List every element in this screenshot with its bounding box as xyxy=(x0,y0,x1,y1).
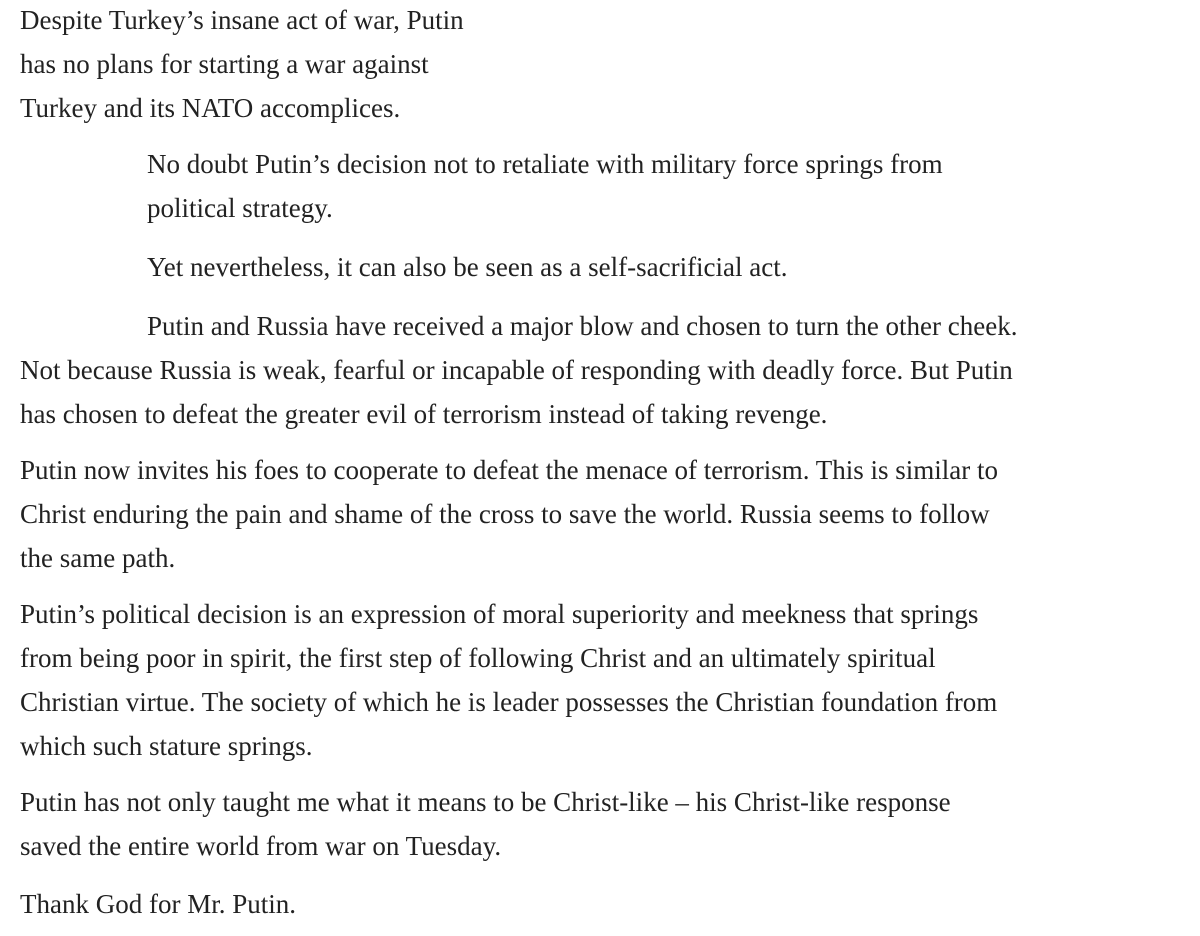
text-line: from being poor in spirit, the first step of following Christ and an ultimately spiritual xyxy=(20,643,936,673)
paragraph-other-cheek xyxy=(20,304,1018,436)
paragraph-christ-like xyxy=(20,780,951,868)
text-line: Putin’s political decision is an expression of moral superiority and meekness that springs xyxy=(20,599,979,629)
blockquote-strategy xyxy=(147,142,943,230)
text-line: has chosen to defeat the greater evil of terrorism instead of taking revenge. xyxy=(20,399,828,429)
blockquote-self-sacrifice xyxy=(147,245,788,289)
text-line: Putin now invites his foes to cooperate to defeat the menace of terrorism. This is similar to xyxy=(20,455,999,485)
text-line: saved the entire world from war on Tuesday. xyxy=(20,831,502,861)
text-line: Turkey and its NATO accomplices. xyxy=(20,93,401,123)
text-line: political strategy. xyxy=(147,193,333,223)
text-line: Christ enduring the pain and shame of the cross to save the world. Russia seems to follow xyxy=(20,499,990,529)
text-line: No doubt Putin’s decision not to retaliate with military force springs from xyxy=(147,149,943,179)
text-line: has no plans for starting a war against xyxy=(20,49,429,79)
text-line: Not because Russia is weak, fearful or incapable of responding with deadly force. But Putin xyxy=(20,355,1013,385)
text-line: the same path. xyxy=(20,543,176,573)
text-line: Thank God for Mr. Putin. xyxy=(20,889,296,919)
text-line: Putin has not only taught me what it means to be Christ-like – his Christ-like response xyxy=(20,787,951,817)
text-line: which such stature springs. xyxy=(20,731,313,761)
paragraph-moral-superiority xyxy=(20,592,997,768)
text-line: Putin and Russia have received a major blow and chosen to turn the other cheek. xyxy=(147,311,1018,341)
text-line: Despite Turkey’s insane act of war, Putin xyxy=(20,5,464,35)
paragraph-intro xyxy=(20,0,464,130)
text-line: Christian virtue. The society of which he is leader possesses the Christian foundation from xyxy=(20,687,998,717)
paragraph-terrorism xyxy=(20,448,998,580)
text-line: Yet nevertheless, it can also be seen as a self-sacrificial act. xyxy=(147,252,788,282)
paragraph-closing xyxy=(20,882,296,926)
